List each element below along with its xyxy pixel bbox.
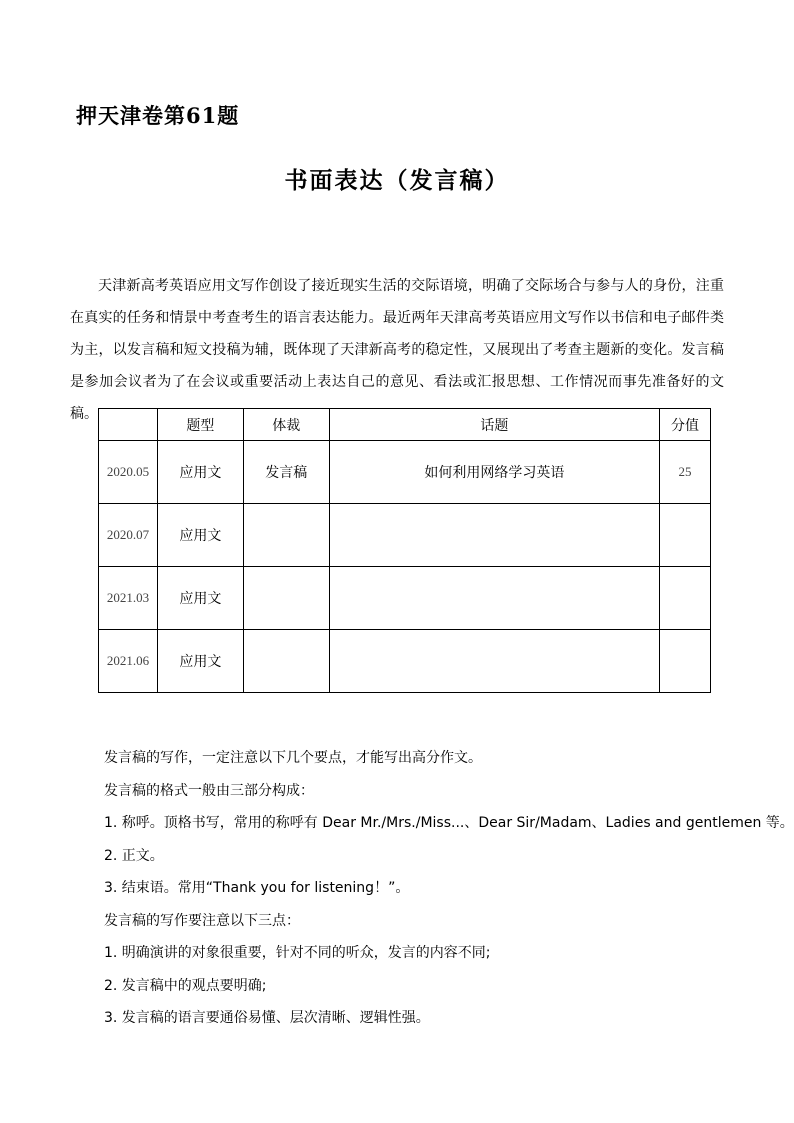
type-cell: 应用文: [157, 441, 243, 504]
table-row: [99, 630, 711, 693]
table-header-cell: [99, 409, 158, 441]
genre-cell: [243, 630, 329, 693]
topic-cell: [329, 567, 659, 630]
date-cell: 2020.07: [99, 504, 158, 567]
date-cell: 2021.03: [99, 567, 158, 630]
page-title: 押天津卷第61题: [76, 103, 240, 128]
section-title: 书面表达（发言稿）: [284, 167, 510, 194]
table-row: [99, 504, 711, 567]
writing-notes: [104, 742, 794, 1035]
notes-line: 2. 发言稿中的观点要明确;: [104, 977, 267, 994]
score-cell: [660, 630, 711, 693]
genre-cell: [243, 567, 329, 630]
table-header-row: [99, 409, 711, 441]
notes-line: 3. 发言稿的语言要通俗易懂、层次清晰、逻辑性强。: [104, 1010, 430, 1026]
date-cell: 2020.05: [99, 441, 158, 504]
type-cell: 应用文: [157, 630, 243, 693]
table-header-cell: 题型: [157, 409, 243, 441]
notes-line: 2. 正文。: [104, 847, 164, 864]
score-cell: [660, 567, 711, 630]
table-header-cell: 话题: [329, 409, 659, 441]
notes-line: 3. 结束语。常用“Thank you for listening！”。: [104, 880, 410, 896]
date-cell: 2021.06: [99, 630, 158, 693]
table-row: [99, 567, 711, 630]
genre-cell: [243, 504, 329, 567]
notes-line: 1. 称呼。顶格书写，常用的称呼有 Dear Mr./Mrs./Miss...、Dear Sir/Madam、Ladies and gentlemen 等。: [104, 815, 794, 831]
notes-line: 发言稿的格式一般由三部分构成：: [104, 782, 314, 799]
topic-cell: [329, 630, 659, 693]
notes-line: 1. 明确演讲的对象很重要，针对不同的听众，发言的内容不同;: [104, 945, 491, 961]
type-cell: 应用文: [157, 567, 243, 630]
table-header-cell: 分值: [660, 409, 711, 441]
notes-line: 发言稿的写作，一定注意以下几个要点，才能写出高分作文。: [104, 750, 482, 766]
notes-line: 发言稿的写作要注意以下三点：: [104, 912, 300, 929]
type-cell: 应用文: [157, 504, 243, 567]
score-cell: 25: [660, 441, 711, 504]
score-cell: [660, 504, 711, 567]
table-row: [99, 441, 711, 504]
topic-cell: 如何利用网络学习英语: [329, 441, 659, 504]
genre-cell: 发言稿: [243, 441, 329, 504]
topic-cell: [329, 504, 659, 567]
table-header-cell: 体裁: [243, 409, 329, 441]
intro-paragraph: 天津新高考英语应用文写作创设了接近现实生活的交际语境，明确了交际场合与参与人的身份，注重在真实的任务和情景中考查考生的语言表达能力。最近两年天津高考英语应用文写作以书信和电子邮件类为主，以发言稿和短文投稿为辅，既体现了天津新高考的稳定性，又展现出了考查主题新的变化。发言稿是参加会议者为了在会议或重要活动上表达自己的意见、看法或汇报思想、工作情况而事先准备好的文稿。: [70, 278, 724, 422]
exam-info-table: [98, 408, 711, 693]
